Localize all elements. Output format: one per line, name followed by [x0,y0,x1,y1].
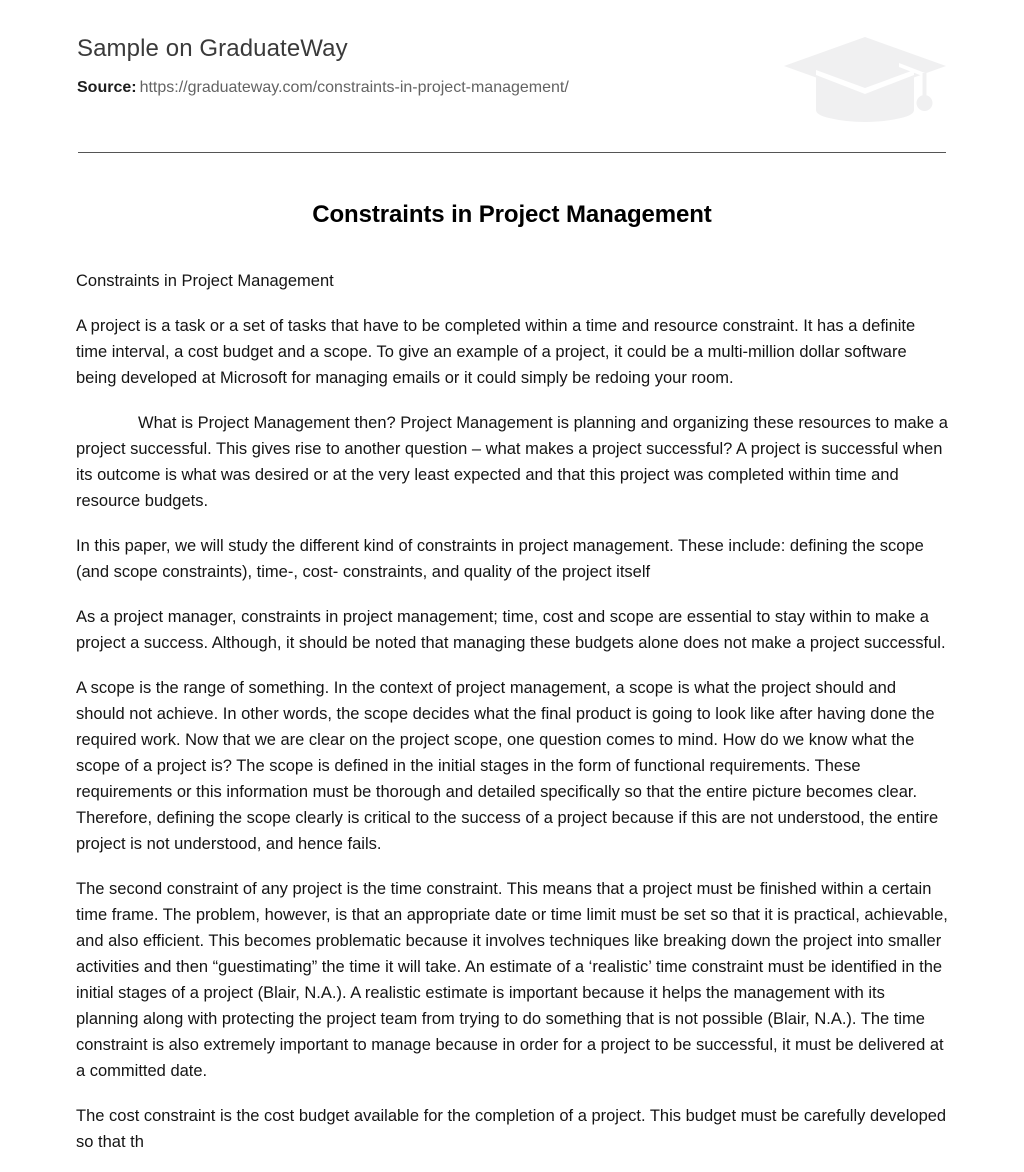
graduation-cap-icon [783,33,948,123]
paragraph-cost-constraint: The cost constraint is the cost budget available for the completion of a project. This budget must be carefully developed so that th [76,1107,947,1151]
source-label: Source: [77,79,137,96]
site-title: Sample on GraduateWay [77,35,348,62]
source-url: https://graduateway.com/constraints-in-project-management/ [139,79,569,96]
document-body [76,268,948,1155]
paragraph-paper-scope: In this paper, we will study the different kind of constraints in project management. These include: defining the scope (and scope constraints), time-, cost- constraints, and quality of the project itself [76,537,924,581]
paragraph-time-constraint: The second constraint of any project is the time constraint. This means that a project must be finished within a certain time frame. The problem, however, is that an appropriate date or time limit must be set so that it is practical, achievable, and also efficient. This becomes problematic because it involves techniques like breaking down the project into smaller activities and then “guestimating” the time it will take. An estimate of a ‘realistic’ time constraint must be identified in the initial stages of a project (Blair, N.A.). A realistic estimate is important because it helps the management with its planning along with protecting the project team from trying to do something that is not possible (Blair, N.A.). The time constraint is also extremely important to manage because in order for a project to be successful, it must be delivered at a committed date. [76,880,948,1080]
paragraph-heading-line: Constraints in Project Management [76,272,334,290]
page-title: Constraints in Project Management [312,201,712,228]
paragraph-what-is-pm: What is Project Management then? Project Management is planning and organizing these resources to make a project successful. This gives rise to another question – what makes a project successful? A project is successful when its outcome is what was desired or at the very least expected and that this project was completed within time and resource budgets. [76,414,948,510]
paragraph-intro: A project is a task or a set of tasks that have to be completed within a time and resource constraint. It has a definite time interval, a cost budget and a scope. To give an example of a project, it could be a multi-million dollar software being developed at Microsoft for managing emails or it could simply be redoing your room. [76,317,916,387]
header-divider [78,152,946,153]
paragraph-project-manager: As a project manager, constraints in project management; time, cost and scope are essential to stay within to make a project a success. Although, it should be noted that managing these budgets alone does not make a project successful. [76,608,946,652]
paragraph-scope-definition: A scope is the range of something. In the context of project management, a scope is what the project should and should not achieve. In other words, the scope decides what the final product is going to look like after having done the required work. Now that we are clear on the project scope, one question comes to mind. How do we know what the scope of a project is? The scope is defined in the initial stages in the form of functional requirements. These requirements or this information must be thorough and detailed specifically so that the entire picture becomes clear. Therefore, defining the scope clearly is critical to the success of a project because if this are not understood, the entire project is not understood, and hence fails. [76,679,939,853]
